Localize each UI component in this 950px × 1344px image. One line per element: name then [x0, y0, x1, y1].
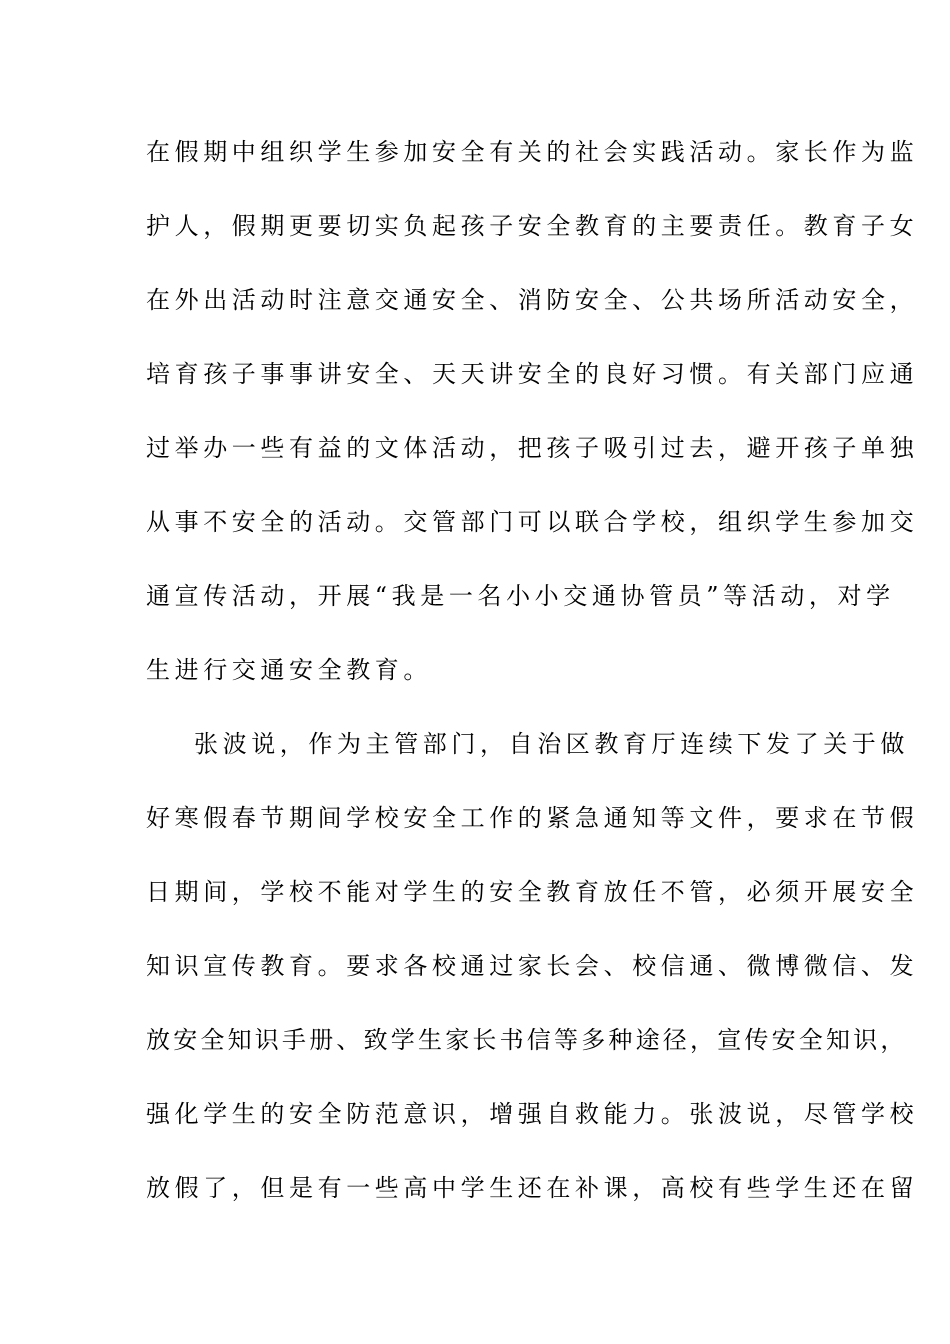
paragraph-first-line: 张波说，作为主管部门，自治区教育厅连续下发了关于做: [194, 730, 909, 758]
text-line: 培育孩子事事讲安全、天天讲安全的良好习惯。有关部门应通: [146, 360, 919, 388]
text-line: 在外出活动时注意交通安全、消防安全、公共场所活动安全，: [146, 286, 919, 314]
text-line: 日期间，学校不能对学生的安全教育放任不管，必须开展安全: [146, 878, 919, 906]
text-line: 生进行交通安全教育。: [146, 656, 432, 684]
text-line: 在假期中组织学生参加安全有关的社会实践活动。家长作为监: [146, 138, 919, 166]
text-line: 知识宣传教育。要求各校通过家长会、校信通、微博微信、发: [146, 952, 919, 980]
text-line: 护人，假期更要切实负起孩子安全教育的主要责任。教育子女: [146, 212, 919, 240]
text-line: 强化学生的安全防范意识，增强自救能力。张波说，尽管学校: [146, 1100, 919, 1128]
text-line: 通宣传活动，开展“我是一名小小交通协管员”等活动，对学: [146, 582, 895, 610]
text-line: 过举办一些有益的文体活动，把孩子吸引过去，避开孩子单独: [146, 434, 919, 462]
text-line: 放安全知识手册、致学生家长书信等多种途径，宣传安全知识，: [146, 1026, 908, 1054]
text-line: 从事不安全的活动。交管部门可以联合学校，组织学生参加交: [146, 508, 919, 536]
text-line: 好寒假春节期间学校安全工作的紧急通知等文件，要求在节假: [146, 804, 919, 832]
text-line: 放假了，但是有一些高中学生还在补课，高校有些学生还在留: [146, 1174, 919, 1202]
